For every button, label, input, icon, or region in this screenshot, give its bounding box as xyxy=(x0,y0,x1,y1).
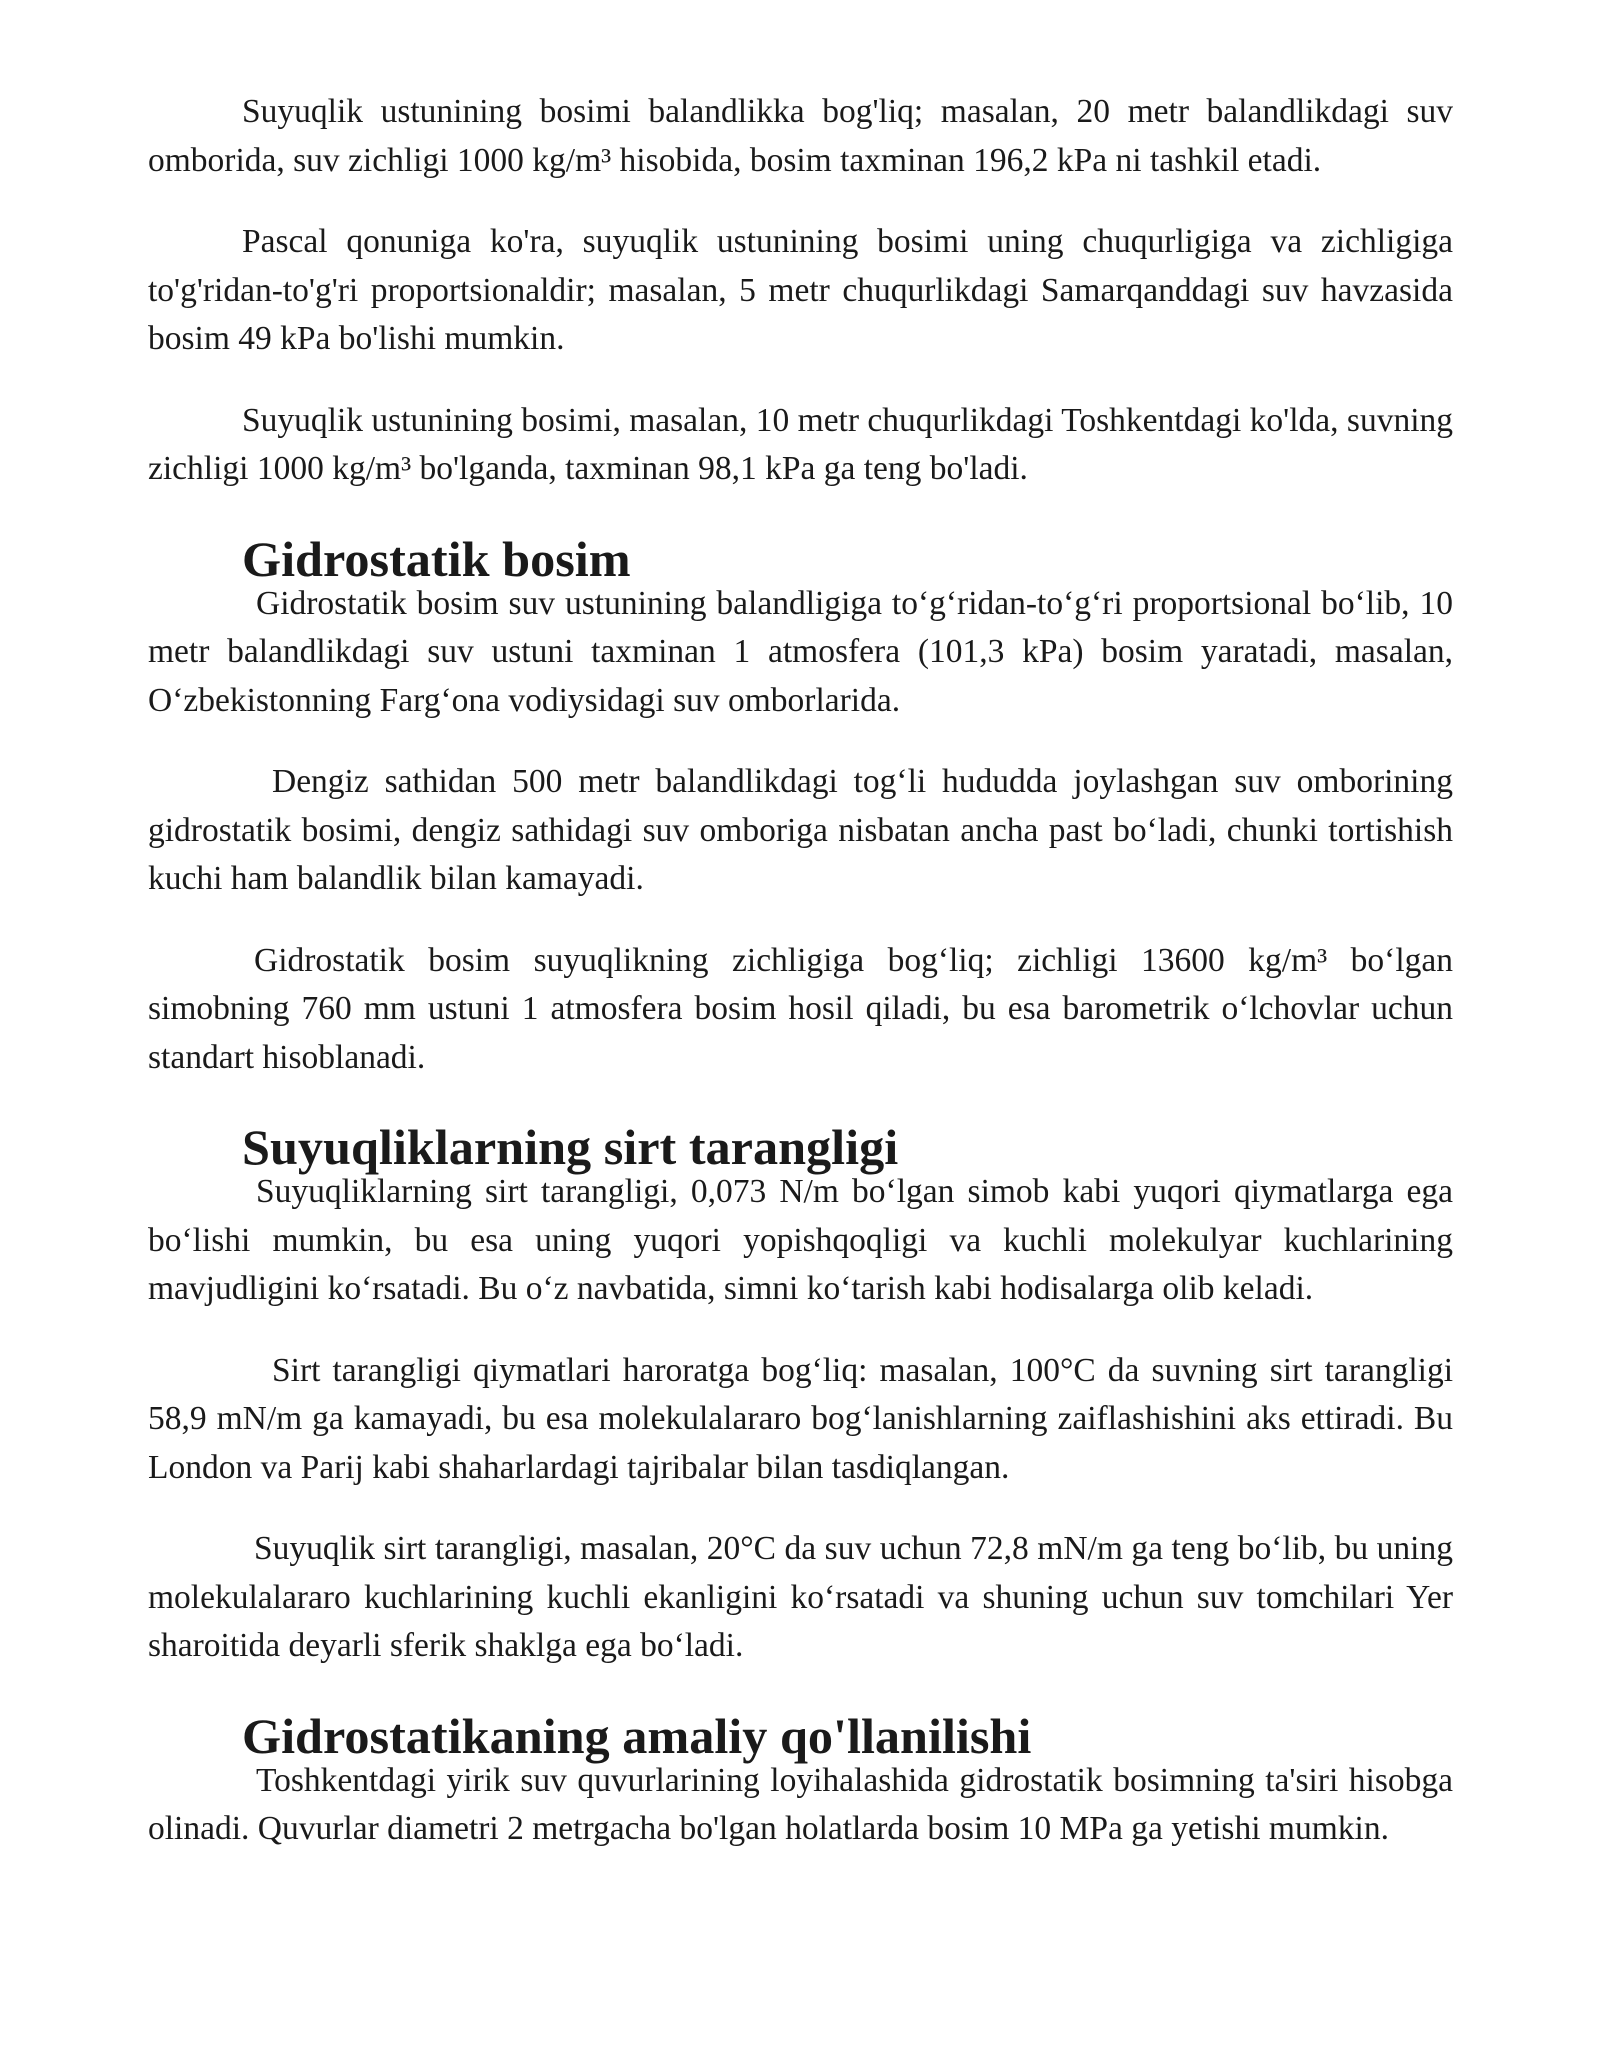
paragraph-surface-tension-mercury: Suyuqliklarning sirt tarangligi, 0,073 N/m bo‘lgan simob kabi yuqori qiymatlarga ega bo‘lishi mumkin, bu esa uning yuqori yopishqoqligi va kuchli molekulyar kuchlarining mavjudligini ko‘rsatadi. Bu o‘z navbatida, simni ko‘tarish kabi hodisalarga olib keladi. xyxy=(148,1173,1453,1307)
heading-hydrostatic-pressure: Gidrostatik bosim xyxy=(242,530,631,587)
paragraph-surface-tension-water: Suyuqlik sirt tarangligi, masalan, 20°C da suv uchun 72,8 mN/m ga teng bo‘lib, bu uning molekulalararo kuchlarining kuchli ekanligini ko‘rsatadi va shuning uchun suv tomchilari Yer sharoitida deyarli sferik shaklga ega bo‘ladi. xyxy=(148,1530,1453,1664)
paragraph-tashkent-pipelines: Toshkentdagi yirik suv quvurlarining loyihalashida gidrostatik bosimning ta'siri hisobga olinadi. Quvurlar diametri 2 metrgacha bo'lgan holatlarda bosim 10 MPa ga yetishi mumkin. xyxy=(148,1761,1453,1847)
paragraph-column-pressure-height: Suyuqlik ustunining bosimi balandlikka bog'liq; masalan, 20 metr balandlikdagi suv omborida, suv zichligi 1000 kg/m³ hisobida, bosim taxminan 196,2 kPa ni tashkil etadi. xyxy=(148,93,1453,179)
heading-hydrostatics-applications: Gidrostatikaning amaliy qo'llanilishi xyxy=(242,1707,1032,1764)
paragraph-hydrostatic-altitude: Dengiz sathidan 500 metr balandlikdagi tog‘li hududda joylashgan suv omborining gidrostatik bosimi, dengiz sathidagi suv omboriga nisbatan ancha past bo‘ladi, chunki tortishish kuchi ham balandlik bilan kamayadi. xyxy=(148,763,1453,897)
paragraph-tashkent-lake: Suyuqlik ustunining bosimi, masalan, 10 metr chuqurlikdagi Toshkentdagi ko'lda, suvning zichligi 1000 kg/m³ bo'lganda, taxminan 98,1 kPa ga teng bo'ladi. xyxy=(148,401,1453,487)
heading-surface-tension: Suyuqliklarning sirt tarangligi xyxy=(242,1119,899,1175)
paragraph-pascal-law: Pascal qonuniga ko'ra, suyuqlik ustunining bosimi uning chuqurligiga va zichligiga to'g'ridan-to'g'ri proportsionaldir; masalan, 5 metr chuqurlikdagi Samarqanddagi suv havzasida bosim 49 kPa bo'lishi mumkin. xyxy=(148,223,1453,357)
paragraph-surface-tension-temperature: Sirt tarangligi qiymatlari haroratga bog‘liq: masalan, 100°C da suvning sirt tarangligi 58,9 mN/m ga kamayadi, bu esa molekulalararo bog‘lanishlarning zaiflashishini aks ettiradi. Bu London va Parij kabi shaharlardagi tajribalar bilan tasdiqlangan. xyxy=(148,1351,1453,1486)
paragraph-hydrostatic-proportional: Gidrostatik bosim suv ustunining balandligiga to‘g‘ridan-to‘g‘ri proportsional bo‘lib, 10 metr balandlikdagi suv ustuni taxminan 1 atmosfera (101,3 kPa) bosim yaratadi, masalan, O‘zbekistonning Farg‘ona vodiysidagi suv omborlarida. xyxy=(148,584,1453,719)
document-body xyxy=(148,88,1453,1887)
paragraph-hydrostatic-mercury: Gidrostatik bosim suyuqlikning zichligiga bog‘liq; zichligi 13600 kg/m³ bo‘lgan simobning 760 mm ustuni 1 atmosfera bosim hosil qiladi, bu esa barometrik o‘lchovlar uchun standart hisoblanadi. xyxy=(148,941,1453,1076)
